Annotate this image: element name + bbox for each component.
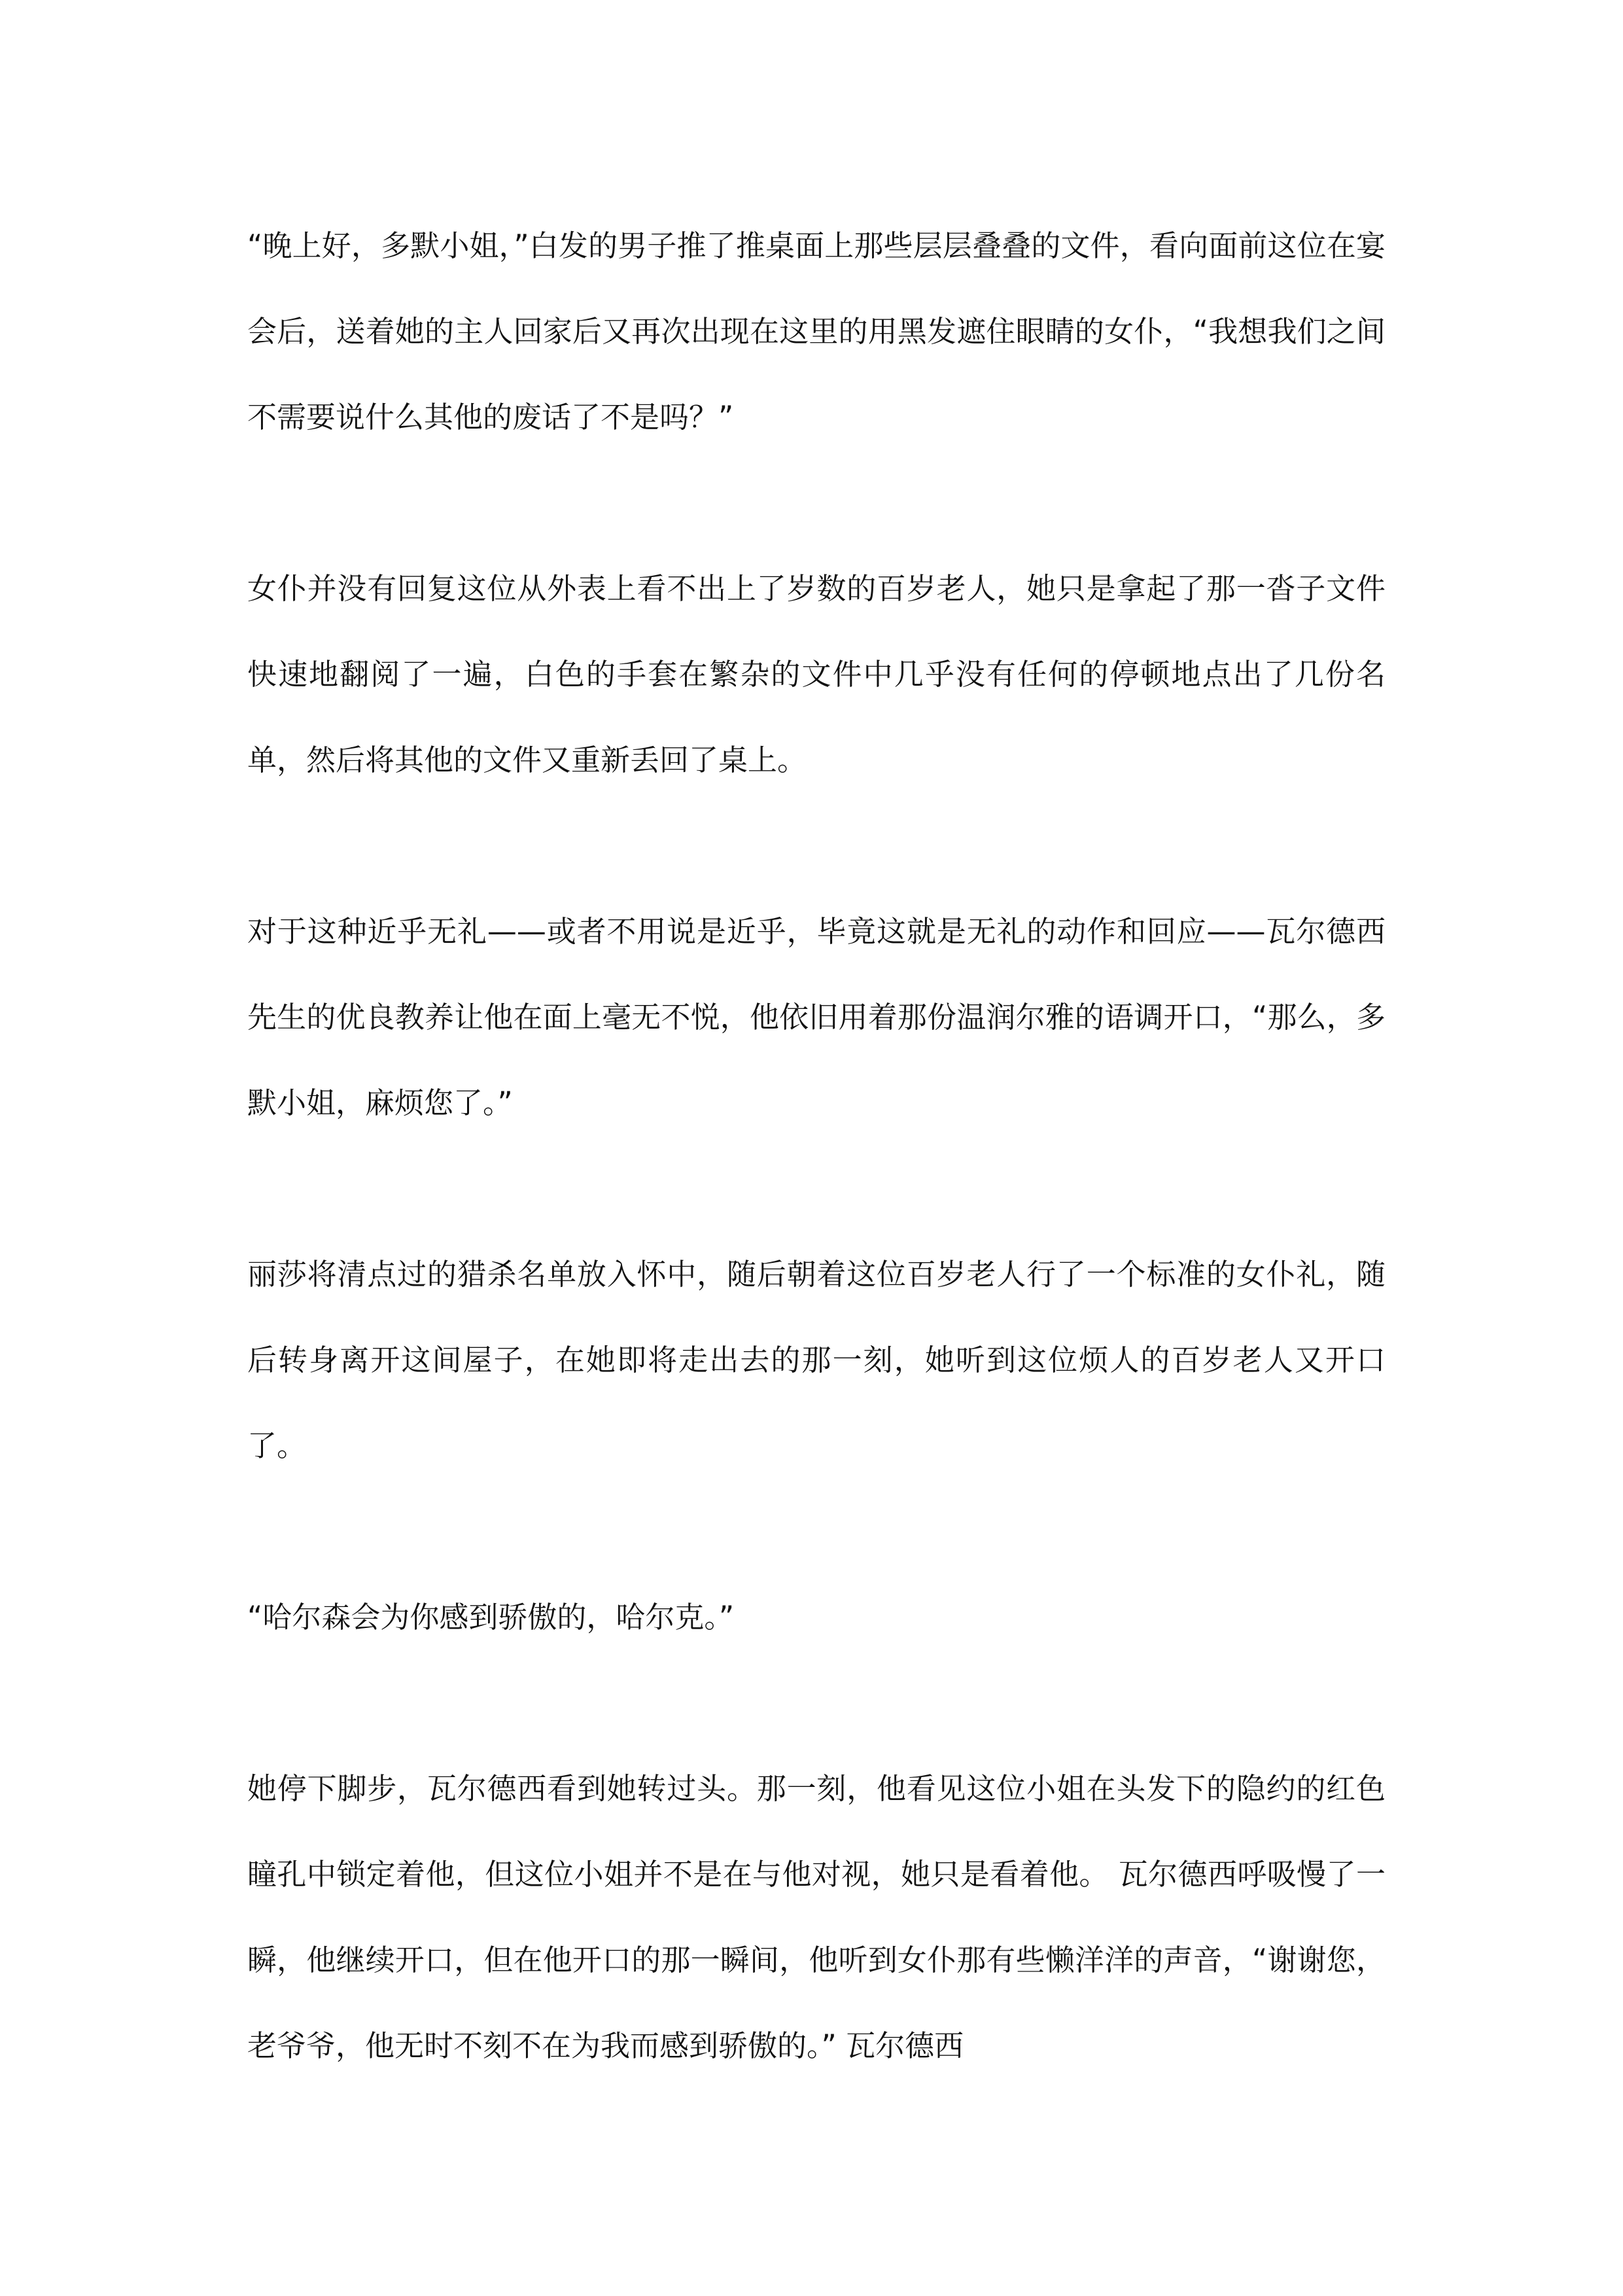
paragraph-lisa-leaves: 丽莎将清点过的猎杀名单放入怀中，随后朝着这位百岁老人行了一个标准的女仆礼，随后转身离开这间屋子，在她即将走出去的那一刻，她听到这位烦人的百岁老人又开口了。 xyxy=(247,1257,1386,1463)
paragraph-maid-reads-files: 女仆并没有回复这位从外表上看不出上了岁数的百岁老人，她只是拿起了那一沓子文件快速地翻阅了一遍，白色的手套在繁杂的文件中几乎没有任何的停顿地点出了几份名单，然后将其他的文件又重新丢回了桌上。 xyxy=(247,571,1386,777)
paragraph-waldersee-reply: 对于这种近乎无礼——或者不用说是近乎，毕竟这就是无礼的动作和回应——瓦尔德西先生的优良教养让他在面上毫无不悦，他依旧用着那份温润尔雅的语调开口，“那么，多默小姐，麻烦您了。” xyxy=(247,914,1386,1120)
paragraph-greeting: “晚上好，多默小姐，”白发的男子推了推桌面上那些层层叠叠的文件，看向面前这位在宴会后，送着她的主人回家后又再次出现在这里的用黑发遮住眼睛的女仆，“我想我们之间不需要说什么其他的废话了不是吗？” xyxy=(247,228,1386,434)
paragraph-proud-quote: “哈尔森会为你感到骄傲的，哈尔克。” xyxy=(247,1600,735,1634)
paragraph-she-stops: 她停下脚步，瓦尔德西看到她转过头。那一刻，他看见这位小姐在头发下的隐约的红色瞳孔中锁定着他，但这位小姐并不是在与他对视，她只是看着他。 瓦尔德西呼吸慢了一瞬，他继续开口，但在他开口的那一瞬间，他听到女仆那有些懒洋洋的声音，“谢谢您，老爷爷，他无时不刻不在为我而感到骄傲的。” 瓦尔德西 xyxy=(247,1771,1386,2063)
document-body xyxy=(247,203,1386,2174)
